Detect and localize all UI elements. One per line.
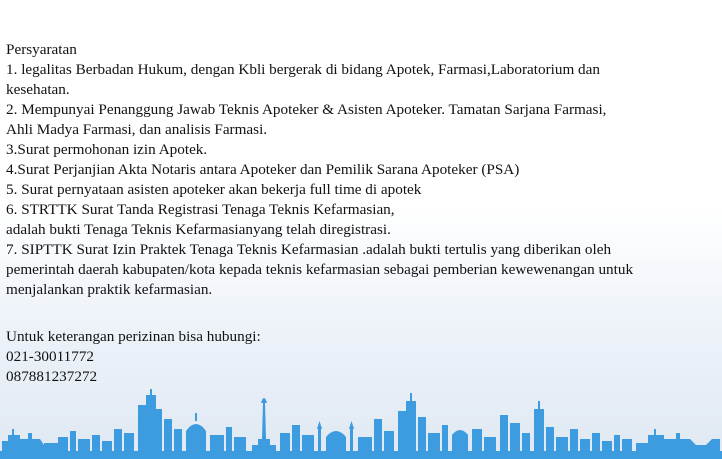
requirement-line: 7. SIPTTK Surat Izin Praktek Tenaga Teknis Kefarmasian .adalah bukti tertulis yang diberikan oleh: [6, 241, 612, 258]
requirement-line: pemerintah daerah kabupaten/kota kepada teknis kefarmasian sebagai pemberian kewewenangan untuk: [6, 261, 634, 278]
requirement-line: 5. Surat pernyataan asisten apoteker akan bekerja full time di apotek: [6, 181, 422, 198]
contact-intro: Untuk keterangan perizinan bisa hubungi:: [6, 328, 261, 345]
requirement-line: 2. Mempunyai Penanggung Jawab Teknis Apoteker & Asisten Apoteker. Tamatan Sarjana Farmasi,: [6, 101, 607, 118]
skyline-shapes: [0, 389, 722, 459]
requirement-line: adalah bukti Tenaga Teknis Kefarmasianyang telah diregistrasi.: [6, 221, 391, 238]
requirements-text-block: [6, 40, 706, 387]
requirements-heading: Persyaratan: [6, 41, 77, 58]
requirement-line: 4.Surat Perjanjian Akta Notaris antara Apoteker dan Pemilik Sarana Apoteker (PSA): [6, 161, 520, 178]
spacer: [6, 300, 706, 327]
requirement-line: 1. legalitas Berbadan Hukum, dengan Kbli bergerak di bidang Apotek, Farmasi,Laboratorium dan: [6, 61, 600, 78]
contact-phone-2: 087881237272: [6, 368, 98, 385]
requirement-line: 3.Surat permohonan izin Apotek.: [6, 141, 208, 158]
requirement-line: 6. STRTTK Surat Tanda Registrasi Tenaga Teknis Kefarmasian,: [6, 201, 395, 218]
requirement-line: Ahli Madya Farmasi, dan analisis Farmasi.: [6, 121, 268, 138]
requirement-line: kesehatan.: [6, 81, 70, 98]
requirement-line: menjalankan praktik kefarmasian.: [6, 281, 213, 298]
city-skyline-decoration: [0, 389, 722, 459]
contact-phone-1: 021-30011772: [6, 348, 95, 365]
